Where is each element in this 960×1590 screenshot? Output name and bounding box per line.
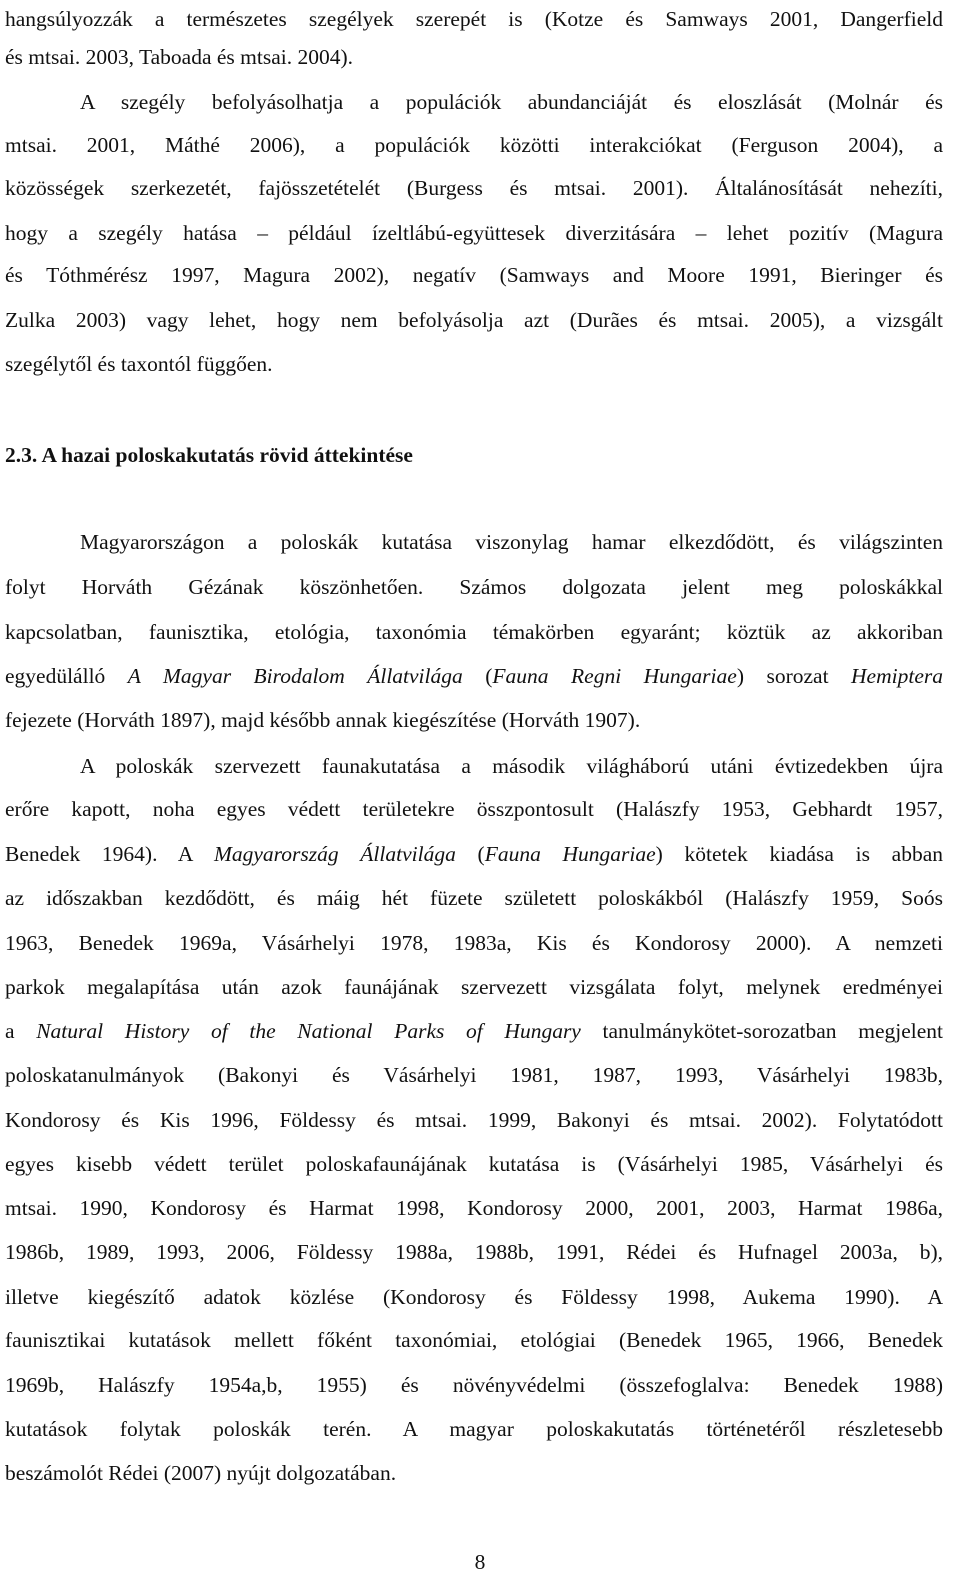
text-run: ( [462, 664, 493, 688]
text-run: Benedek 1964). A [5, 842, 214, 866]
text-line: az időszakban kezdődött, és máig hét füzete született poloskákból (Halászfy 1959, Soós [5, 886, 943, 910]
italic-title: Fauna Regni Hungariae [492, 664, 737, 688]
text-line: parkok megalapítása után azok faunájának szervezett vizsgálata folyt, melynek eredményei [5, 975, 943, 999]
text-line: hangsúlyozzák a természetes szegélyek szerepét is (Kotze és Samways 2001, Dangerfield [5, 7, 943, 31]
text-line: kapcsolatban, faunisztika, etológia, taxonómia témakörben egyaránt; köztük az akkoriban [5, 620, 943, 644]
text-line: hogy a szegély hatása – például ízeltlábú-együttesek diverzitására – lehet pozitív (Magura [5, 221, 943, 245]
text-run: ( [455, 842, 485, 866]
text-line: mtsai. 1990, Kondorosy és Harmat 1998, Kondorosy 2000, 2001, 2003, Harmat 1986a, [5, 1196, 943, 1220]
text-line: szegélytől és taxontól függően. [5, 352, 273, 376]
text-line: illetve kiegészítő adatok közlése (Kondorosy és Földessy 1998, Aukema 1990). A [5, 1285, 943, 1309]
text-line: és mtsai. 2003, Taboada és mtsai. 2004). [5, 45, 354, 69]
text-run: a [5, 1019, 37, 1043]
text-line: poloskatanulmányok (Bakonyi és Vásárhelyi 1981, 1987, 1993, Vásárhelyi 1983b, [5, 1063, 943, 1087]
italic-title: Magyarország Állatvilága [213, 842, 456, 866]
text-line: A szegély befolyásolhatja a populációk abundanciáját és eloszlását (Molnár és [80, 90, 943, 114]
page-number: 8 [474, 1550, 486, 1574]
italic-title: A Magyar Birodalom Állatvilága [127, 664, 463, 688]
italic-title: Natural History of the National Parks of Hungary [36, 1019, 581, 1043]
text-line: Zulka 2003) vagy lehet, hogy nem befolyásolja azt (Durães és mtsai. 2005), a vizsgált [5, 308, 943, 332]
text-line: folyt Horváth Gézának köszönhetően. Számos dolgozata jelent meg poloskákkal [5, 575, 943, 599]
text-line: Magyarországon a poloskák kutatása viszonylag hamar elkezdődött, és világszinten [80, 530, 943, 554]
text-line: erőre kapott, noha egyes védett területekre összpontosult (Halászfy 1953, Gebhardt 1957, [5, 797, 943, 821]
text-line: 1969b, Halászfy 1954a,b, 1955) és növényvédelmi (összefoglalva: Benedek 1988) [5, 1373, 943, 1397]
text-line: közösségek szerkezetét, fajösszetételét (Burgess és mtsai. 2001). Általánosítását nehezíti, [5, 176, 943, 200]
text-line: Kondorosy és Kis 1996, Földessy és mtsai. 1999, Bakonyi és mtsai. 2002). Folytatódott [5, 1108, 943, 1132]
text-line: kutatások folytak poloskák terén. A magyar poloskakutatás történetéről részletesebb [5, 1417, 943, 1441]
text-run: ) kötetek kiadása is abban [655, 842, 943, 866]
text-line: és Tóthmérész 1997, Magura 2002), negatív (Samways and Moore 1991, Bieringer és [5, 263, 943, 287]
text-run: ) sorozat [736, 664, 852, 688]
text-line: 1963, Benedek 1969a, Vásárhelyi 1978, 1983a, Kis és Kondorosy 2000). A nemzeti [5, 931, 943, 955]
italic-title: Fauna Hungariae [484, 842, 656, 866]
text-line: egyes kisebb védett terület poloskafaunájának kutatása is (Vásárhelyi 1985, Vásárhelyi és [5, 1152, 943, 1176]
text-line [5, 1017, 943, 1045]
text-run: tanulmánykötet-sorozatban megjelent [580, 1019, 943, 1043]
text-line [5, 840, 943, 868]
text-line: A poloskák szervezett faunakutatása a második világháború utáni évtizedekben újra [80, 754, 943, 778]
text-run: egyedülálló [5, 664, 128, 688]
text-line: fejezete (Horváth 1897), majd később annak kiegészítése (Horváth 1907). [5, 708, 641, 732]
text-line [5, 662, 943, 690]
text-line: beszámolót Rédei (2007) nyújt dolgozatában. [5, 1461, 397, 1485]
text-line: faunisztikai kutatások mellett főként taxonómiai, etológiai (Benedek 1965, 1966, Benedek [5, 1328, 943, 1352]
text-line: 1986b, 1989, 1993, 2006, Földessy 1988a, 1988b, 1991, Rédei és Hufnagel 2003a, b), [5, 1240, 943, 1264]
section-heading: 2.3. A hazai poloskakutatás rövid áttekintése [5, 443, 413, 467]
text-line: mtsai. 2001, Máthé 2006), a populációk közötti interakciókat (Ferguson 2004), a [5, 133, 943, 157]
italic-title: Hemiptera [851, 664, 943, 688]
